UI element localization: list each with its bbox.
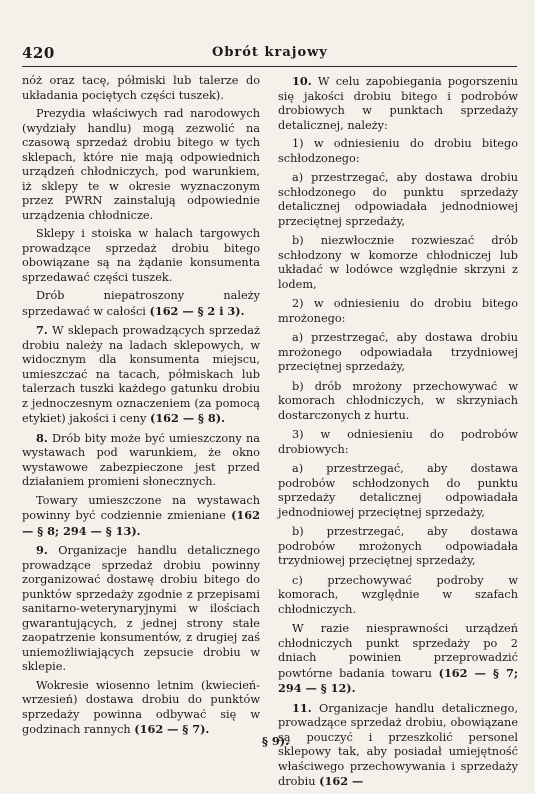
paragraph-text: Wokresie wiosenno letnim (kwiecień-wrzesień) dostawa drobiu do punktów sprzedaży powinna odbywać się w godzinach rannych — [22, 678, 260, 736]
paragraph — [22, 679, 260, 738]
list-item: b) przestrzegać, aby dostawa podrobów mrożonych odpowiadała trzydniowej przeciętnej sprzedaży, — [278, 525, 518, 567]
paragraph-text: W sklepach prowadzących sprzedaż drobiu należy na ladach sklepowych, w widocznym dla konsumenta miejscu, umieszczać na tacach, półmiskach lub talerzach tuszki każdego gatunku drobiu z jednoczesnym oznaczeniem (za pomocą etykiet) jakości i ceny — [22, 324, 260, 425]
section-number: 10. — [292, 74, 312, 88]
page-header — [22, 42, 517, 67]
list-item: 2) w odniesieniu do drobiu bitego mrożonego: — [278, 297, 518, 325]
legal-reference: (162 — § 2 i 3). — [149, 303, 245, 318]
list-item: b) niezwłocznie rozwieszać drób schłodzony w komorze chłodniczej lub układać w lodówce względnie skrzyni z lodem, — [278, 234, 518, 291]
paragraph-text: Organizacje handlu detalicznego prowadzące sprzedaż drobiu powinny zorganizować dostawę drobiu bitego do punktów sprzedaży zgodnie z przepisami sanitarno-weterynaryjnymi w ilościach gwarantujących, z jednej strony stałe zaopatrzenie konsumentów, z drugiej zaś uniemożliwiających zepsucie drobiu w sklepie. — [22, 544, 260, 673]
legal-reference: (162 — § 7; 294 — § 12). — [278, 665, 518, 695]
paragraph-text: Drób bity może być umieszczony na wystawach pod warunkiem, że okno wystawowe zabezpieczone jest przed działaniem promieni słonecznych. — [22, 431, 260, 488]
legal-reference: (162 — — [319, 774, 364, 788]
paragraph-text: W razie niesprawności urządzeń chłodniczych punkt sprzedaży po 2 dniach powinien przeprowadzić powtórne badania towaru — [278, 622, 518, 680]
list-item: 1) w odniesieniu do drobiu bitego schłodzonego: — [278, 137, 518, 165]
list-item: b) drób mrożony przechowywać w komorach chłodniczych, w skrzyniach dostarczonych z hurtu. — [278, 379, 518, 422]
legal-reference: (162 — § 8; 294 — § 13). — [22, 508, 260, 538]
section-number: 8. — [36, 430, 48, 445]
paragraph: Prezydia właściwych rad narodowych (wydziały handlu) mogą zezwolić na czasową sprzedaż drobiu bitego w tych sklepach, które nie mają odpowiednich urządzeń chłodniczych, pod warunkiem, iż sklepy te w okresie wyznaczonym przez PWRN zainstalują odpowiednie urządzenia chłodnicze. — [22, 107, 260, 222]
paragraph — [22, 289, 260, 319]
legal-reference-continuation: § 9). — [262, 734, 289, 748]
paragraph-text: Drób niepatroszony należy sprzedawać w całości — [22, 289, 260, 318]
paragraph — [22, 543, 260, 675]
paragraph: Sklepy i stoiska w halach targowych prowadzące sprzedaż drobiu bitego obowiązane są na żądanie konsumenta sprzedawać części tuszek. — [22, 227, 260, 284]
legal-reference: (162 — § 7). — [134, 722, 210, 736]
section-number: 9. — [36, 543, 48, 557]
paragraph — [278, 622, 518, 697]
page-number: 420 — [22, 44, 55, 62]
paragraph: nóż oraz tacę, półmiski lub talerze do układania pociętych części tuszek). — [22, 74, 260, 102]
legal-reference: (162 — § 8). — [149, 411, 226, 425]
paragraph-text: W celu zapobiegania pogorszeniu się jakości drobiu bitego i podrobów drobiowych w punktach sprzedaży detalicznej, należy: — [278, 75, 518, 132]
list-item: c) przechowywać podroby w komorach, względnie w szafach chłodniczych. — [278, 573, 518, 616]
list-item: 3) w odniesieniu do podrobów drobiowych: — [278, 428, 518, 456]
paragraph — [278, 74, 518, 133]
list-item: a) przestrzegać, aby dostawa drobiu schłodzonego do punktu sprzedaży detalicznej odpowiadała jednodniowej przeciętnej sprzedaży, — [278, 171, 518, 228]
paragraph — [22, 323, 260, 427]
list-item: a) przestrzegać, aby dostawa podrobów schłodzonych do punktu sprzedaży detalicznej odpowiadała jednodniowej przeciętnej sprzedaży, — [278, 462, 518, 519]
paragraph — [22, 431, 260, 490]
paragraph — [22, 494, 260, 540]
list-item: a) przestrzegać, aby dostawa drobiu mrożonego odpowiadała trzydniowej przeciętnej sprzedaży, — [278, 331, 518, 373]
left-column — [22, 74, 260, 742]
paragraph-text: Organizacje handlu detalicznego, prowadzące sprzedaż drobiu, obowiązane są pouczyć i przeszkolić personel sklepowy tak, aby posiadał umiejętność właściwego przechowywania i sprzedaży drobiu — [278, 701, 518, 788]
section-number: 7. — [36, 323, 48, 337]
running-title: Obrót krajowy — [212, 45, 328, 60]
right-column — [278, 74, 518, 794]
paragraph — [278, 701, 518, 790]
paragraph-text: Towary umieszczone na wystawach powinny być codziennie zmieniane — [22, 493, 260, 522]
section-number: 11. — [292, 700, 312, 715]
